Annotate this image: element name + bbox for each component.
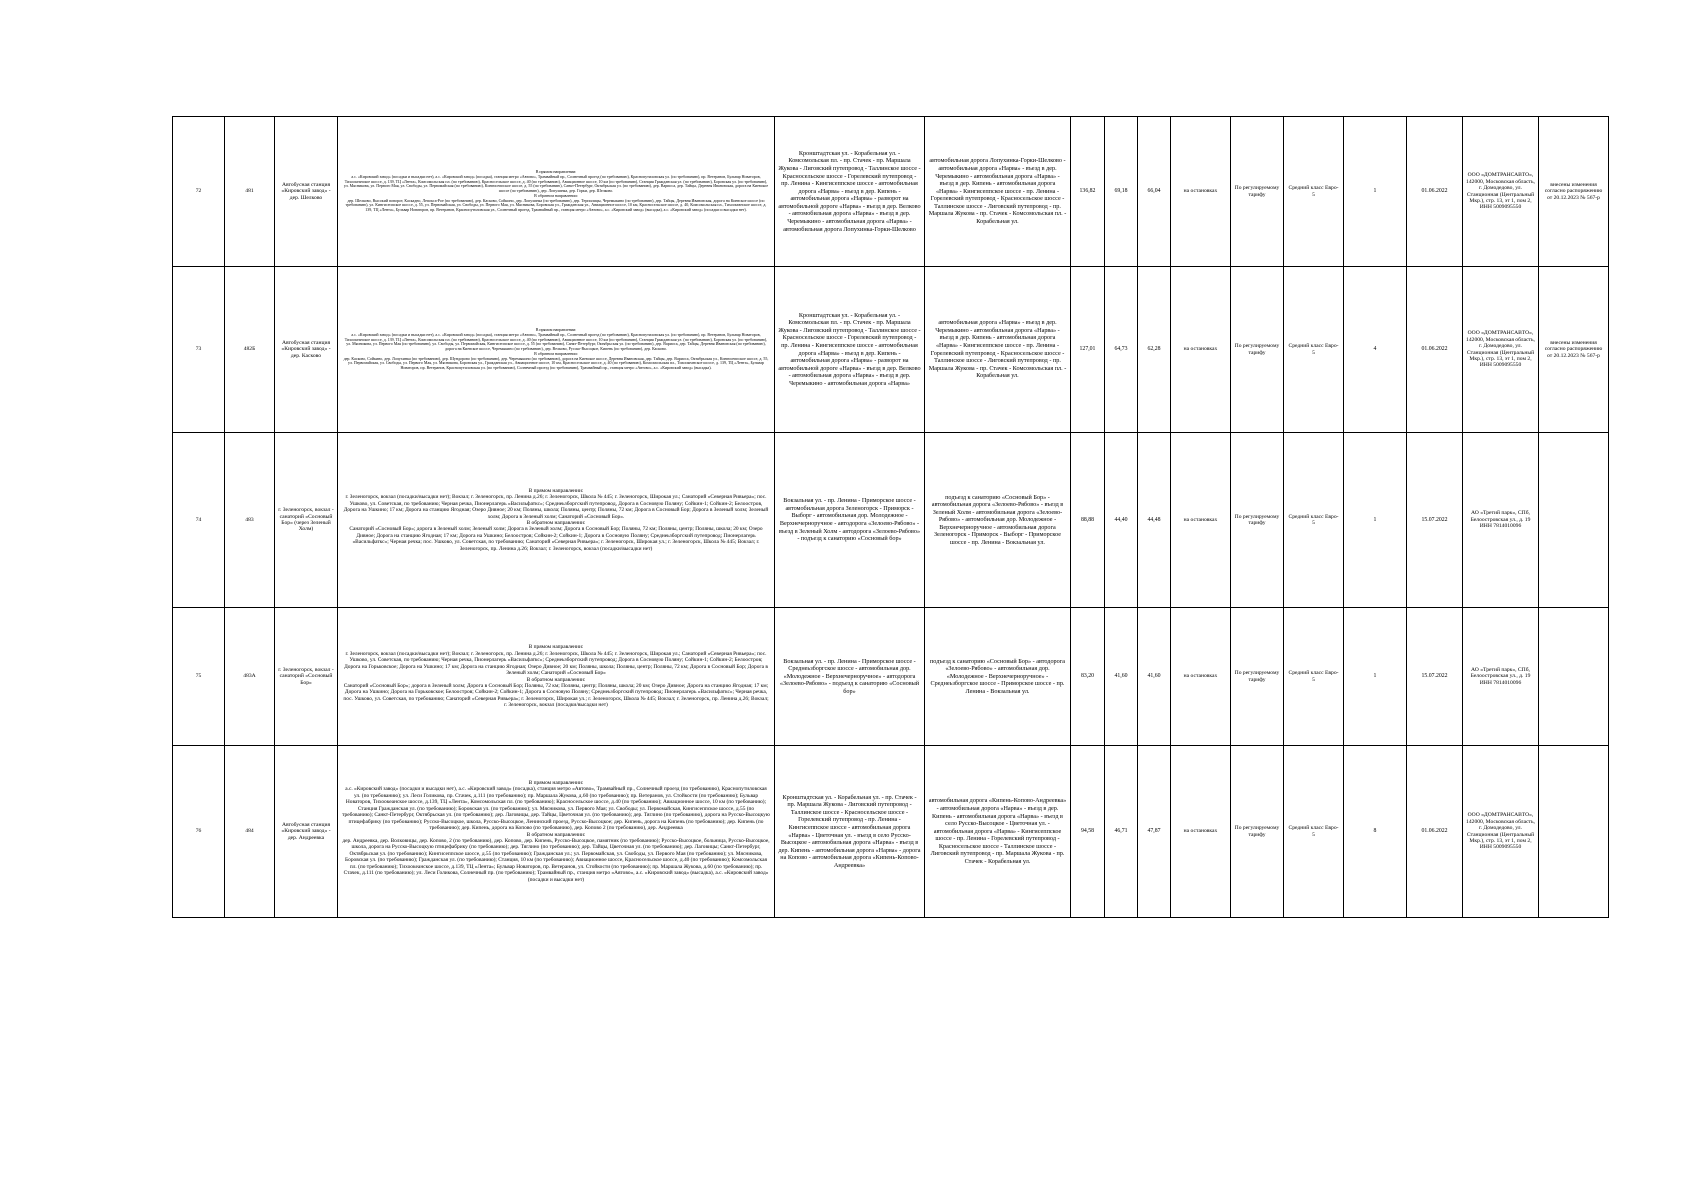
row-number: 74 [173,433,225,608]
streets-forward: Кронштадтская ул. - Корабельная ул. - Комсомольская пл. - пр. Стачек - пр. Маршала Жукова - Лиговский путепровод - Таллинское шоссе - Красносельское шоссе - Горелевский путепровод - пр. Ленина - Кингисеппское шоссе - автомобильная дорога «Нарва» - въезд в дер. Кипень - автомобильная дорога «Нарва» - разворот на автомобильной дороге «Нарва» - въезд в дер. Велково - автомобильная дорога «Нарва» - въезд в дер. Черемыкино - автомобильная дорога «Нарва» - автомобильная дорога Лопухинка-Горки-Шелково [775,117,925,267]
forward-title: В прямом направлении: [535,327,577,333]
streets-backward: автомобильная дорога Лопухинка-Горки-Шелково - автомобильная дорога «Нарва» - въезд в дер. Черемыкино - автомобильная дорога «Нарва» - въезд в дер. Кипень - автомобильная дорога «Нарва» - Кингисеппское шоссе - пр. Ленина - Горелевский путепровод - Красносельское шоссе - Таллинское шоссе - Лиговский путепровод - пр. Маршала Жукова - пр. Стачек - Комсомольская пл. - Корабельная ул. [925,117,1071,267]
row-number: 75 [173,608,225,746]
streets-backward: автомобильная дорога «Нарва» - въезд в дер. Черемыкино - автомобильная дорога «Нарва» - въезд в дер. Кипень - автомобильная дорога «Нарва» - Кингисеппское шоссе - пр. Ленина - Горелевский путепровод - Красносельское шоссе - Таллинское шоссе - Лиговский путепровод - пр. Маршала Жукова - пр. Стачек - Комсомольская пл. - Корабельная ул. [925,267,1071,433]
length-backward: 66,04 [1138,117,1171,267]
table-row [173,746,1609,918]
note [1539,433,1609,608]
streets-forward: Вокзальная ул. - пр. Ленина - Приморское шоссе - автомобильная дорога Зеленогорск - Приморск - Выборг - автомобильная дор. Молодежное - Верхнечерноручное - автодорога «Зелоево-Рябово» - въезд в Зеленый Холм - автодорога «Зелоево-Рябово» - подъезд к санаторию «Сосновый бор» [775,433,925,608]
length-forward: 69,18 [1105,117,1138,267]
length-total: 94,58 [1071,746,1105,918]
route-number: 483 [225,433,275,608]
streets-backward: автомобильная дорога «Кипень-Копово-Андреевка» - автомобильная дорога «Нарва» - въезд в дер. Кипень - автомобильная дорога «Нарва» - въезд в село Русско-Высоцкое - Цветочная ул. - автомобильная дорога «Нарва» - Кингисеппское шоссе - пр. Ленина - Горелевский путепровод - Красносельское шоссе - Таллинское шоссе - Лиговский путепровод - пр. Маршала Жукова - пр. Стачек - Корабельная ул. [925,746,1071,918]
forward-title: В прямом направлении: [535,169,577,175]
route-number: 483А [225,608,275,746]
stops-path [338,608,775,746]
table-row [173,608,1609,746]
route-number: 482Б [225,267,275,433]
length-forward: 64,73 [1105,267,1138,433]
start-date: 15.07.2022 [1407,608,1463,746]
vehicle-count: 1 [1344,433,1407,608]
forward-stops: г. Зеленогорск, вокзал (посадки/высадки нет); Вокзал; г. Зеленогорск, пр. Ленина д.26; г. Зеленогорск, Школа № 445; г. Зеленогорск, Широкая ул.; Санаторий «Северная Ривьера»; пос. Ушково, ул. Советская, по требованию; Черная речка, Пионерлагерь «Васильфаткс»; Среднеьзборгский путепровод; Дорога в Сосновую Поляну; Сойкин-1; Сойкин-2; Белоостров; Дорога на Горьковское; Дорога на Ушкино; 17 км; Дорога на станцию Ягодная; Озеро Дивное; 20 км; Поляны, школа; Поляны, центр; Поляны, 72 км; Дорога в Сосновый Бор; Дорога в Зеленый холм; Санаторий «Сосновый Бор» [344,650,768,677]
tariff: По регулируемому тарифу [1231,746,1284,918]
table-row [173,267,1609,433]
forward-stops: а.с. «Кировский завод» (посадки и высадки нет), а.с. «Кировский завод» (посадка), станция метро «Автово», Трамвайный пр., Солнечный проезд (по требованию), Краснопутиловская ул. (по требованию); ул. Леси Голикова, пр. Стачек, д.111 (по требованию); пр. Маршала Жукова, д.60 (по требованию); пр. Ветеранов, ул. Стойкости (по требованию); Бульвар Новаторов, Тихоокеанское шоссе, д.139, ТЦ «Лента», Комсомольская пл. (по требованию); Красносельское шоссе, д.40 (по требованию); Авиационное шоссе, 10 км (по требованию); Станция Гражданская ул. (по требованию); Боровская ул. (по требованию); ул. Мясникова, ул. Первого Мая; ул. Свободы; ул. Первомайская, Кингисеппское шоссе, д.55 (по требованию); Санкт-Петербург, Октябрьская ул. (по требованию); дер. Лаговицы, дер. Тайцы, Цветочная ул. (по требованию); дер. Тяглино (по требованию), дорога на Русско-Высоцкую птицефабрику (по требованию); Русско-Высоцкое, школа, Русско-Высоцкое, Ленинский проезд, Русско-Высоцкое; дер. Кипень, дорога на Кипень (по требованию); дер. Кипень (по требованию); дер. Кипень, дорога на Копово (по требованию), дер. Копово 2 (по требованию), дер. Андреевка [342,786,770,832]
route-name: Автобусная станция «Кировский завод» - дер. Андреевка [275,746,338,918]
vehicle-count: 4 [1344,267,1407,433]
start-date: 01.06.2022 [1407,117,1463,267]
table-row [173,433,1609,608]
note: внесены изменения согласно распоряжению от 20.12.2023 № 567-р [1539,117,1609,267]
row-number: 72 [173,117,225,267]
length-total: 127,01 [1071,267,1105,433]
route-name: г. Зеленогорск, вокзал - санаторий «Сосновый Бор» (через Зеленый Холм) [275,433,338,608]
start-date: 01.06.2022 [1407,267,1463,433]
vehicle-count: 1 [1344,608,1407,746]
row-number: 73 [173,267,225,433]
forward-stops: а.с. «Кировский завод» (посадки и высадки нет), а.с. «Кировский завод» (посадка), станция метро «Автово», Трамвайный пр., Солнечный проезд (по требованию), Краснопутиловская ул. (по требованию), пр. Ветеранов, Бульвар Новаторов, Тихоокеанское шоссе, д. 139, ТЦ «Лента», Комсомольская пл. (по требованию), Красносельское шоссе, д. 40 (по требованию), Авиационное шоссе, 10 км (по требованию), Станция Гражданская ул. (по требованию), Боровская ул. (по требованию), ул. Мясникова, ул. Первого Мая, ул. Свободы, ул. Первомайская (по требованию), Кингисеппское шоссе, д. 55 (по требованию), Санкт-Петербург, Октябрьская ул. (по требованию), дер. Вариоса, дер. Тайцы, Деревня Ивановская, дорога на Киевское шоссе (по требованию), дер. Лопухинка, дер. Горки, дер. Шелково. [343,173,769,194]
row-number: 76 [173,746,225,918]
note [1539,608,1609,746]
table-row [173,117,1609,267]
note [1539,746,1609,918]
length-forward: 41,60 [1105,608,1138,746]
carrier: ООО «ДОМТРАНСАВТО», 142000, Московская область, г. Домодедово, ул. Станционная (Центральный Мкр.), стр. 13, эт 1, пом 2, ИНН 5009095550 [1463,746,1539,918]
forward-title: В прямом направлении: [528,779,584,786]
streets-forward: Кронштадтская ул. - Корабельная ул. - Комсомольская пл. - пр. Стачек - пр. Маршала Жукова - Лиговский путепровод - Таллинское шоссе - Красносельское шоссе - Горелевский путепровод - пр. Ленина - Кингисеппское шоссе - автомобильная дорога «Нарва» - въезд в дер. Кипень - автомобильная дорога «Нарва» - разворот на автомобильной дороге «Нарва» - въезд в дер. Велково - автомобильная дорога «Нарва» - въезд в дер. Черемыкино - автомобильная дорога «Нарва» [775,267,925,433]
carrier: АО «Третий парк», СПб, Белоостровская ул., д. 19 ИНН 7814010096 [1463,433,1539,608]
backward-stops: Санаторий «Сосновый Бор»; дорога в Зеленый холм; Зеленый холм; Дорога в Зеленый холм; Дорога в Сосновый Бор; Поляны, 72 км; Поляны, центр; Поляны, школа; 20 км; Озеро Дивное; Дорога на станцию Ягодная; 17 км; Дорога на Ушкино; Белоостров; Сойкин-2; Сойкин-1; Дорога в Сосновую Поляну; Среднеьзборгский путепровод; Пионерлагерь «Васильфаткс»; Черная речка; пос. Ушково, ул. Советская, по требованию; Санаторий «Северная Ривьера»; г. Зеленогорск, Широкая ул.; г. Зеленогорск, Школа № 445; Вокзал; г. Зеленогорск, пр. Ленина д.26; Вокзал; г. Зеленогорск, вокзал (посадки/высадки нет) [349,526,763,552]
carrier: ООО «ДОМТРАНСАВТО», 142000, Московская область, г. Домодедово, ул. Станционная (Центральный Мкр.), стр. 13, эт 1, пом 2, ИНН 5009095550 [1463,117,1539,267]
tariff: По регулируемому тарифу [1231,117,1284,267]
backward-title: В обратном направлении: [534,350,578,356]
backward-title: В обратном направлении: [534,192,578,198]
stops-mode: на остановках [1171,267,1231,433]
bus-class: Средний класс Евро- 5 [1284,433,1344,608]
note: внесены изменения согласно распоряжению от 20.12.2023 № 567-р [1539,267,1609,433]
route-name: Автобусная станция «Кировский завод» - дер. Касково [275,267,338,433]
length-total: 88,88 [1071,433,1105,608]
bus-class: Средний класс Евро- 5 [1284,117,1344,267]
backward-title: В обратном направлении: [526,676,586,683]
backward-stops: дер. Шелково, Высокий поворот, Каскадно, Лепокса-Рое (по требованию), дер. Касково, Сойкино, дер. Лопухинка (по требованию), дер. Терпилицы, Черемыкино (по требованию), дер. Тайцы, Деревня Ивановская, дорога на Киевское шоссе (по требованию), ул. Кингисеппское шоссе, д. 55, ул. Первомайская, ул. Свободы, ул. Первого Мая, ул. Мясникова, Боровская ул., Гражданская ул., Авиационное шоссе, 10 км, Красносельское шоссе, д. 40, Комсомольская пл., Тихоокеанское шоссе, д. 139, ТЦ «Лента», Бульвар Новаторов, пр. Ветеранов, Краснопутиловская ул., Солнечный проезд, Трамвайный пр., станция метро «Автово», а.с. «Кировский завод» (высадка), а.с. «Кировский завод» (посадки и высадки нет). [345,197,767,213]
length-backward: 44,48 [1138,433,1171,608]
carrier: АО «Третий парк», СПб, Белоостровская ул., д. 19 ИНН 7814010096 [1463,608,1539,746]
stops-path [338,267,775,433]
length-backward: 41,60 [1138,608,1171,746]
streets-backward: подъезд к санаторию «Сосновый Бор» - автодорога «Зелоево-Рябово» - автомобильная дор. «Молодежное - Верхнечерноручное» - Среднеьзборгское шоссе - Приморское шоссе - пр. Ленина - Вокзальная ул. [925,608,1071,746]
stops-mode: на остановках [1171,433,1231,608]
stops-mode: на остановках [1171,117,1231,267]
backward-stops: дер. Андреевка, дер. Волковицы, дер. Копово, 2 (по требованию), дер. Копово, дер. Кипень, Русско-Высоцкое, памятник (по требованию); Русско-Высоцкое, больница, Русско-Высоцкое, школа, дорога на Русско-Высоцкую птицефабрику (по требованию); дер. Тяглино (по требованию); дер. Тайцы, Цветочная ул. (по требованию); дер. Лаговицы; Санкт-Петербург, Октябрьская ул. (по требованию); Кингисеппское шоссе, д.55 (по требованию); Гражданская ул.; ул. Первомайская, ул. Свободы, ул. Первого Мая (по требованию); ул. Мясникова, Боровская ул. (по требованию); Гражданская ул. (по требованию); Станция, 10 км (по требованию); Авиационное шоссе, Красносельское шоссе, д.40 (по требованию); Комсомольская пл. (по требованию); Тихоокеанское шоссе, д.139, ТЦ «Лента»; Бульвар Новаторов, пр. Ветеранов, ул. Стойкости (по требованию); пр. Маршала Жукова, д.60 (по требованию); пр. Стачек, д.111 (по требованию); ул. Леси Голикова, Солнечный пр. (по требованию); Трамвайный пр., станция метро «Автово», а.с. «Кировский завод» (высадка), а.с. «Кировский завод» (посадки и высадки нет) [342,837,770,883]
backward-title: В обратном направлении: [526,520,586,526]
vehicle-count: 8 [1344,746,1407,918]
length-total: 136,82 [1071,117,1105,267]
route-number: 484 [225,746,275,918]
stops-path [338,433,775,608]
streets-forward: Кронштадтская ул. - Корабельная ул. - пр. Стачек - пр. Маршала Жукова - Лиговский путепровод - Таллинское шоссе - Красносельское шоссе - Горелевский путепровод - пр. Ленина - Кингисеппское шоссе - автомобильная дорога «Нарва» - Цветочная ул. - въезд в село Русско-Высоцкое - автомобильная дорога «Нарва» - въезд в дер. Кипень - автомобильная дорога «Нарва» - дорога на Копово - автомобильная дорога «Кипень-Копово-Андреевка» [775,746,925,918]
forward-stops: а.с. «Кировский завод» (посадки и высадки нет), а.с. «Кировский завод» (посадка), станция метро «Автово», Трамвайный пр., Солнечный проезд (по требованию), Краснопутиловская ул. (по требованию), пр. Ветеранов, Бульвар Новаторов, Тихоокеанское шоссе, д. 139, ТЦ «Лента», Комсомольская пл. (по требованию), Красносельское шоссе, д. 40 (по требованию), Авиационное шоссе, 10 км (по требованию), Станция Гражданская ул. (по требованию), Боровская ул. (по требованию), ул. Мясникова, ул. Первого Мая (по требованию), ул. Свободы, ул. Первомайская, Кингисеппское шоссе, д. 55 (по требованию), Санкт-Петербург, Октябрьская ул. (по требованию), дер. Вариоса, дер. Тайцы, Деревня Ивановская (по требованию), дорога на Киевское шоссе, Черемыкино (по требованию), дер. Велково, Русско-Высоцкое, Кипень (по требованию), дер. Касково. [344,331,768,352]
length-forward: 46,71 [1105,746,1138,918]
stops-path [338,117,775,267]
tariff: По регулируемому тарифу [1231,433,1284,608]
stops-mode: на остановках [1171,746,1231,918]
length-backward: 62,28 [1138,267,1171,433]
length-total: 83,20 [1071,608,1105,746]
route-number: 481 [225,117,275,267]
length-backward: 47,87 [1138,746,1171,918]
length-forward: 44,40 [1105,433,1138,608]
tariff: По регулируемому тарифу [1231,608,1284,746]
stops-mode: на остановках [1171,608,1231,746]
tariff: По регулируемому тарифу [1231,267,1284,433]
route-name: г. Зеленогорск, вокзал - санаторий «Сосновый Бор» [275,608,338,746]
forward-title: В прямом направлении: [528,487,584,494]
carrier: ООО «ДОМТРАНСАВТО», 142000, Московская область, г. Домодедово, ул. Станционная (Центральный Мкр.), стр. 13, эт 1, пом 2, ИНН 5009095550 [1463,267,1539,433]
bus-class: Средний класс Евро- 5 [1284,267,1344,433]
start-date: 01.06.2022 [1407,746,1463,918]
vehicle-count: 1 [1344,117,1407,267]
stops-path [338,746,775,918]
start-date: 15.07.2022 [1407,433,1463,608]
forward-stops: г. Зеленогорск, вокзал (посадки/высадки нет); Вокзал; г. Зеленогорск, пр. Ленина д.26; г. Зеленогорск, Школа № 445; г. Зеленогорск, Широкая ул.; Санаторий «Северная Ривьера»; пос. Ушково, ул. Советская, по требованию; Черная речка, Пионерлагерь «Васильфаткс»; Среднеьзборгский путепровод, Дорога в Сосновую Поляну; Сойкин-1; Сойкин-2; Белоостров, Дорога на Ушкино; 17 км; Дорога на станцию Ягодная; Озеро Дивное; 20 км; Поляны, школа; Поляны, центр; Поляны, 72 км; Дорога в Сосновый Бор; Дорога в Зеленый холм; Зеленый холм; Дорога в Зеленый холм; Санаторий «Сосновый Бор». [343,494,769,520]
backward-stops: дер. Касково, Сойкино, дер. Лопухинка (по требованию), дер. Шундорово (по требованию), дер. Черемыкино (по требованию), дорога на Киевское шоссе, Деревня Ивановская, дер. Тайцы, дер. Вариоса, Октябрьская ул., Кингисеппское шоссе, д. 55, ул. Первомайская, ул. Свободы, ул. Первого Мая, ул. Мясникова, Боровская ул., Гражданская ул., Авиационное шоссе, 10 км, Красносельское шоссе, д. 40 (по требованию), Комсомольская пл., Тихоокеанское шоссе, д. 139, ТЦ «Лента», Бульвар Новаторов, пр. Ветеранов, Краснопутиловская ул. (по требованию), Солнечный проезд (по требованию), Трамвайный пр., станция метро «Автово», а.с. «Кировский завод» (высадка). [343,355,769,371]
bus-class: Средний класс Евро- 5 [1284,746,1344,918]
routes-table [172,116,1609,918]
backward-stops: Санаторий «Сосновый Бор»; дорога в Зеленый холм; Дорога в Сосновый Бор; Поляны, 72 км; Поляны, центр; Поляны, школа; 20 км; Озеро Дивное; Дорога на станцию Ягодная; 17 км; Дорога на Ушкино; Дорога на Горьковское; Белоостров; Сойкин-2; Сойкин-1; Дорога в Сосновую Поляну; Среднеьзборгский путепровод; Пионерлагерь «Васильфаткс»; Черная речка, пос. Ушково, ул. Советская, по требованию; Санаторий «Северная Ривьера»; г. Зеленогорск, Широкая ул.; г. Зеленогорск, Школа № 445; Вокзал; г. Зеленогорск, пр. Ленина д.26; Вокзал; г. Зеленогорск, вокзал (посадки/высадки нет) [343,682,769,709]
backward-title: В обратном направлении: [526,831,586,838]
forward-title: В прямом направлении: [528,644,584,651]
bus-class: Средний класс Евро- 5 [1284,608,1344,746]
route-name: Автобусная станция «Кировский завод» - дер. Шелково [275,117,338,267]
streets-backward: подъезд к санаторию «Сосновый Бор» - автомобильная дорога «Зелоево-Рябово» - въезд в Зеленый Холм - автомобильная дорога «Зелоево-Рябово» - автомобильная дор. Молодежное - Верхнечерноручное - автомобильная дорога Зеленогорск - Приморск - Выборг - Приморское шоссе - пр. Ленина - Вокзальная ул. [925,433,1071,608]
streets-forward: Вокзальная ул. - пр. Ленина - Приморское шоссе - Среднеьзборгское шоссе - автомобильная дор. «Молодежное - Верхнечерноручное» - автодорога «Зелоево-Рябово» - подъезд к санаторию «Сосновый бор» [775,608,925,746]
